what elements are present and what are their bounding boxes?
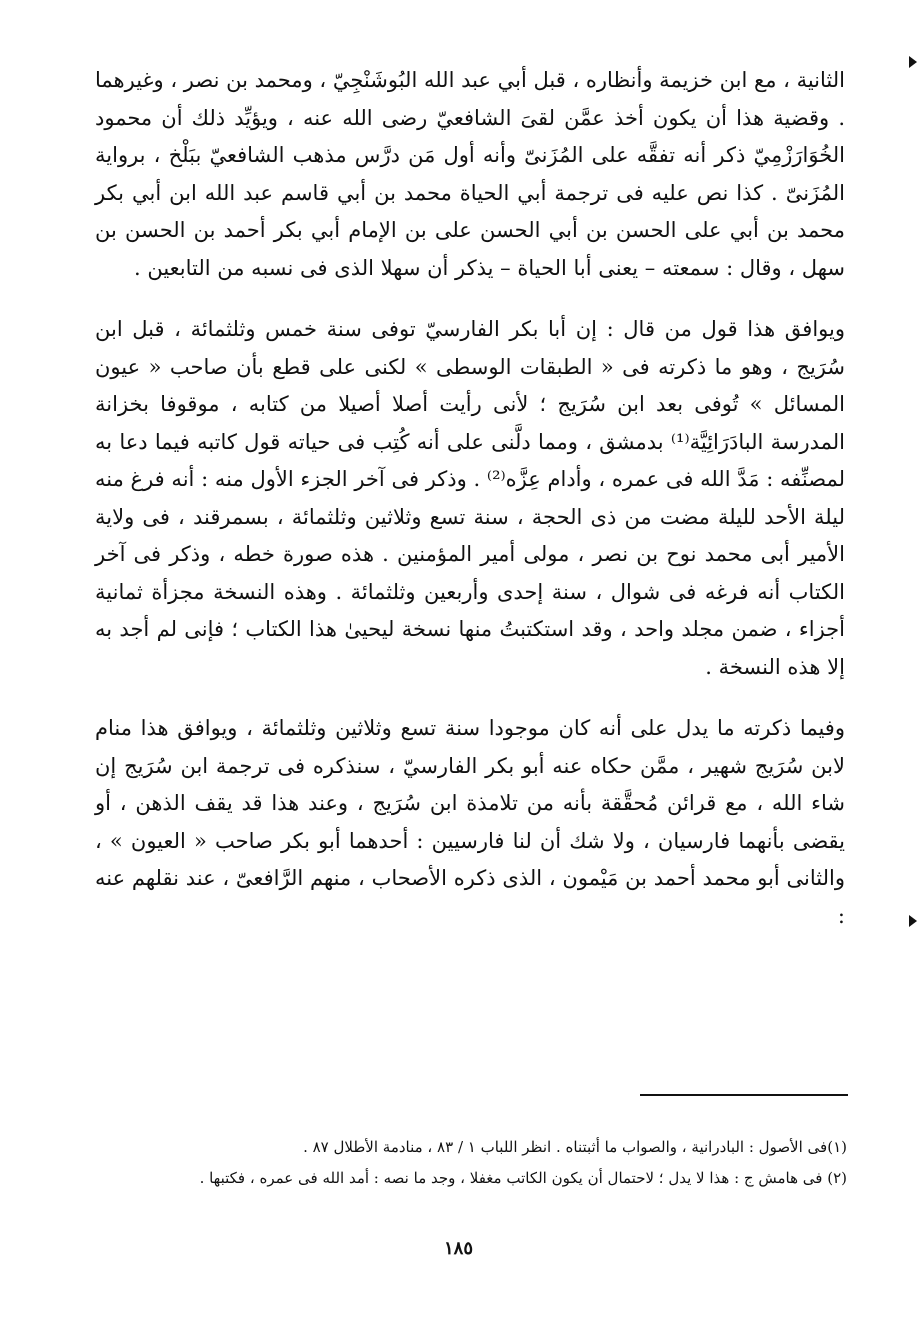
footnote-1: (١)فى الأصول : البادرانية ، والصواب ما أثبتناه . انظر اللباب ١ / ٨٣ ، منادمة الأطلال ٨٧ . [303, 1138, 847, 1156]
footnote-divider [640, 1094, 848, 1096]
page-number: ١٨٥ [443, 1238, 473, 1259]
margin-marker-top [909, 56, 917, 68]
margin-marker-middle [909, 915, 917, 927]
paragraph-3: وفيما ذكرته ما يدل على أنه كان موجودا سنة تسع وثلاثين وثلثمائة ، ويوافق هذا منام لابن سُرَيج شهير ، ممَّن حكاه عنه أبو بكر الفارسيّ ، سنذكره فى ترجمة ابن سُرَيج إن شاء الله ، مع قرائن مُحقَّقة بأنه من تلامذة ابن سُرَيج ، وعند هذا قد يقف الذهن ، أو يقضى بأنهما فارسيان ، ولا شك أن لنا فارسيين : أحدهما أبو بكر صاحب « العيون » ، والثانى أبو محمد أحمد بن مَيْمون ، الذى ذكره الأصحاب ، منهم الرَّافعىّ ، عند نقلهم عنه : [95, 716, 845, 928]
footnotes [95, 1132, 847, 1194]
footnote-2: (٢) فى هامش ج : هذا لا يدل ؛ لاحتمال أن يكون الكاتب مغفلا ، وجد ما نصه : أمد الله فى عمره ، فكتبها . [199, 1169, 847, 1187]
paragraph-2: ويوافق هذا قول من قال : إن أبا بكر الفارسيّ توفى سنة خمس وثلثمائة ، قبل ابن سُرَيج ، وهو ما ذكرته فى « الطبقات الوسطى » لكنى على قطع بأن صاحب « عيون المسائل » تُوفى بعد ابن سُرَيج ؛ لأنى رأيت أصلا أصيلا من كتابه ، موقوفا بخزانة المدرسة البادَرَائِيَّة⁽¹⁾ بدمشق ، ومما دلَّنى على أنه كُتِب فى حياته قول كاتبه فيما دعا به لمصنِّفه : مَدَّ الله فى عمره ، وأدام عِزَّه⁽²⁾ . وذكر فى آخر الجزء الأول منه : أنه فرغ منه ليلة الأحد لليلة مضت من ذى الحجة ، سنة تسع وثلاثين وثلثمائة ، بسمرقند ، فى ولاية الأمير أبى محمد نوح بن نصر ، مولى أمير المؤمنين . هذه صورة خطه ، وذكر فى آخر الكتاب أنه فرغه فى شوال ، سنة إحدى وأربعين وثلثمائة . وهذه النسخة مجزأة ثمانية أجزاء ، ضمن مجلد واحد ، وقد استكتبتُ منها نسخة ليحيىٰ هذا الكتاب ؛ فإنى لم أجد به إلا هذه النسخة . [95, 317, 846, 679]
main-text [95, 62, 845, 935]
paragraph-1: الثانية ، مع ابن خزيمة وأنظاره ، قبل أبي عبد الله البُوشَنْجِيّ ، ومحمد بن نصر ، وغيرهما . وقضية هذا أن يكون أخذ عمَّن لقىَ الشافعيّ رضى الله عنه ، ويؤيِّد ذلك أن محمود الخُوَارَزْمِيّ ذكر أنه تفقَّه على المُزَنىّ وأنه أول مَن درَّس مذهب الشافعيّ ببَلْخ ، برواية المُزَنىّ . كذا نص عليه فى ترجمة أبي الحياة محمد بن أبي قاسم عبد الله ابن أبي بكر محمد بن أبي على الحسن بن أبي الحسن على بن الإمام أبي بكر أحمد بن الحسن بن سهل ، وقال : سمعته – يعنى أبا الحياة – يذكر أن سهلا الذى فى نسبه من التابعين . [95, 68, 845, 280]
